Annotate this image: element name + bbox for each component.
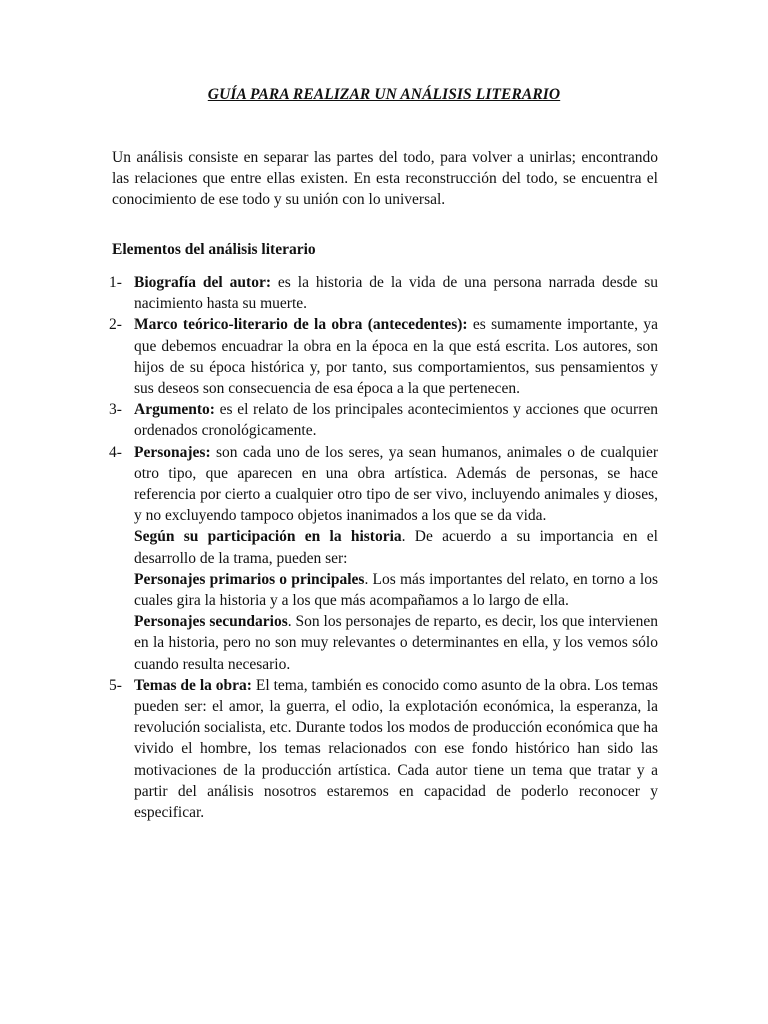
item-lead: Personajes: <box>134 443 211 461</box>
item-number: 5- <box>109 676 122 694</box>
item-text: es el relato de los principales acontecimientos y acciones que ocurren ordenados cronológicamente. <box>134 401 658 440</box>
item-text: El tema, también es conocido como asunto de la obra. Los temas pueden ser: el amor, la guerra, el odio, la explotación económica, la esperanza, la revolución socialista, etc. Durante todos los modos de producción económica que ha vivido el hombre, los temas relacionados con ese fondo histórico han sido las motivaciones de la producción artística. Cada autor tiene un tema que tratar y a partir del análisis nosotros estaremos en capacidad de poderlo reconocer y especificar. <box>134 676 659 822</box>
sub-text: . De acuerdo a su importancia en el desarrollo de la trama, pueden ser: <box>134 528 658 567</box>
item-body <box>134 399 658 441</box>
item-lead: Marco teórico-literario de la obra (antecedentes): <box>134 316 468 334</box>
sub-lead: Según su participación en la historia <box>134 528 402 546</box>
item-body <box>134 675 658 823</box>
list-item <box>109 442 658 675</box>
list-item <box>109 314 658 399</box>
sub-paragraph-primary <box>134 569 658 611</box>
section-heading: Elementos del análisis literario <box>112 241 316 258</box>
sub-paragraph-participation <box>134 526 658 568</box>
sub-lead: Personajes primarios o principales <box>134 570 365 588</box>
item-number: 3- <box>109 401 122 419</box>
item-lead: Argumento: <box>134 401 215 419</box>
item-body <box>134 272 658 314</box>
sub-text: . Los más importantes del relato, en torno a los cuales gira la historia y a los que más acompañamos a lo largo de ella. <box>134 570 659 610</box>
item-body <box>134 314 658 399</box>
list-item <box>109 675 658 823</box>
list-item <box>109 272 658 314</box>
list-item <box>109 399 658 441</box>
item-text: es sumamente importante, ya que debemos encuadrar la obra en la época en la que está escrita. Los autores, son hijos de su época histórica y, por tanto, sus comportamientos, sus pensamientos y sus deseos son consecuencia de esa época a la que pertenecen. <box>134 316 658 398</box>
item-lead: Temas de la obra: <box>134 676 252 694</box>
item-body <box>134 442 658 527</box>
elements-list <box>109 272 658 823</box>
item-number: 2- <box>109 316 122 334</box>
sub-paragraph-secondary <box>134 611 658 675</box>
intro-paragraph: Un análisis consiste en separar las partes del todo, para volver a unirlas; encontrando las relaciones que entre ellas existen. En esta reconstrucción del todo, se encuentra el conocimiento de ese todo y su unión con lo universal. <box>112 149 658 209</box>
item-number: 4- <box>109 443 122 461</box>
document-title: GUÍA PARA REALIZAR UN ANÁLISIS LITERARIO <box>207 86 561 103</box>
sub-lead: Personajes secundarios <box>134 613 288 631</box>
item-lead: Biografía del autor: <box>134 274 271 291</box>
item-number: 1- <box>109 274 122 291</box>
item-text: son cada uno de los seres, ya sean humanos, animales o de cualquier otro tipo, que aparecen en una obra artística. Además de personas, se hace referencia por cierto a cualquier otro tipo de ser vivo, incluyendo animales y dioses, y no excluyendo tampoco objetos inanimados a los que se da vida. <box>134 443 658 525</box>
item-text: es la historia de la vida de una persona narrada desde su nacimiento hasta su muerte. <box>134 274 658 313</box>
sub-text: . Son los personajes de reparto, es decir, los que intervienen en la historia, pero no son muy relevantes o determinantes en ella, y los vemos sólo cuando resulta necesario. <box>134 613 658 673</box>
